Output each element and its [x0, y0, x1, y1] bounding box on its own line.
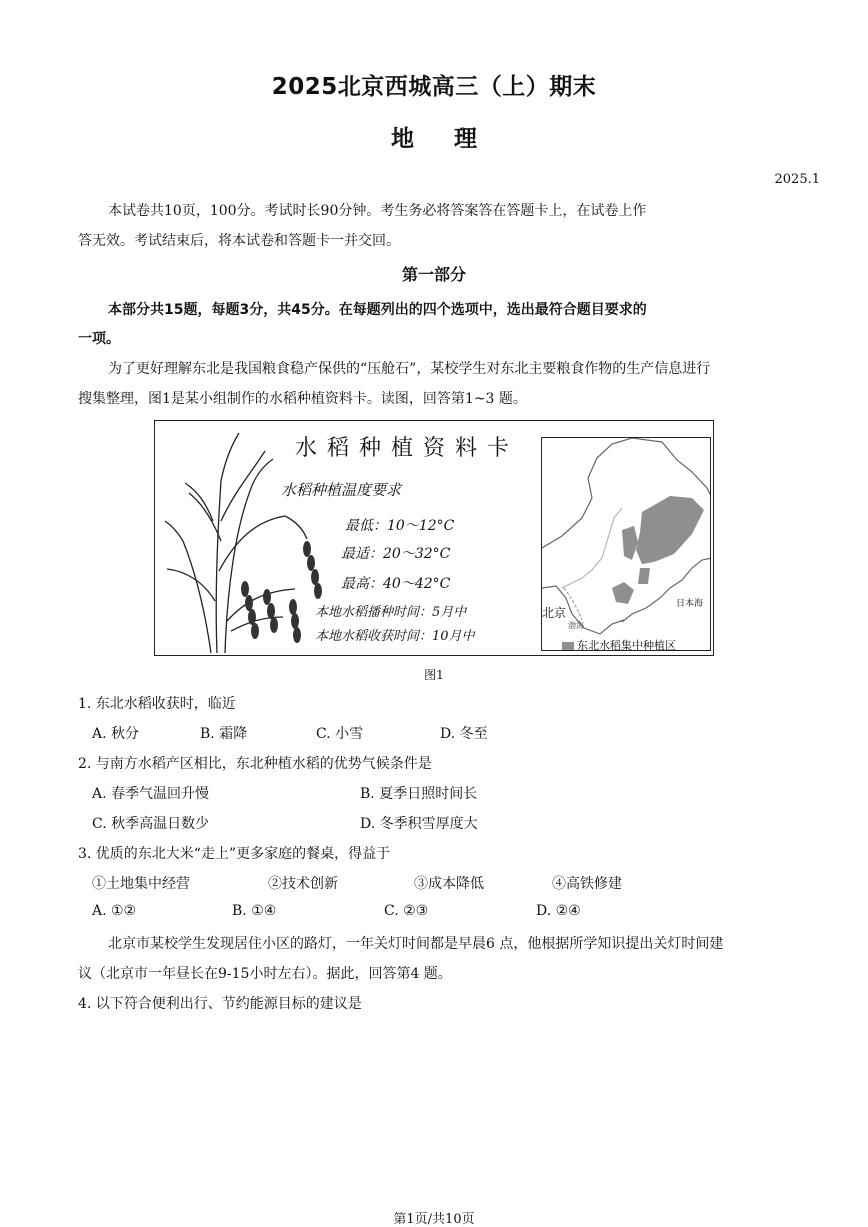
q2-option-b: B. 夏季日照时间长: [360, 786, 478, 802]
legend-label: 东北水稻集中种植区: [577, 639, 676, 651]
rice-zone-west: [622, 526, 638, 560]
figure1-caption: 图1: [424, 668, 444, 682]
q1-option-c: C. 小雪: [316, 726, 364, 742]
q3-option-c: C. ②③: [384, 903, 429, 919]
q2-option-a: A. 春季气温回升慢: [92, 786, 210, 802]
rice-zone-south2: [638, 568, 650, 584]
q3-option-d: D. ②④: [536, 903, 581, 919]
map-label-beijing: 北京: [542, 606, 567, 620]
q4-stem: 4. 以下符合便利出行、节约能源目标的建议是: [78, 996, 362, 1012]
temp-heading: 水稻种植温度要求: [281, 481, 402, 499]
max-temp: 最高：40～42°C: [341, 576, 451, 592]
q3-option-a: A. ①②: [92, 903, 137, 919]
q2-stem: 2. 与南方水稻产区相比，东北种植水稻的优势气候条件是: [78, 756, 432, 772]
q3-item-3: ③成本降低: [414, 876, 484, 892]
q2-option-d: D. 冬季积雪厚度大: [360, 816, 478, 832]
passage2-line2: 议（北京市一年昼长在9-15小时左右）。据此，回答第4 题。: [78, 966, 452, 982]
part1-intro-line1: 本部分共15题，每题3分，共45分。在每题列出的四个选项中，选出最符合题目要求的: [108, 302, 647, 318]
subject-title: 地理: [391, 126, 517, 152]
optimal-temp: 最适：20～32°C: [341, 546, 451, 562]
card-title: 水稻种植资料卡: [295, 436, 520, 461]
exam-date: 2025.1: [774, 172, 820, 187]
map-legend: [562, 637, 676, 651]
map-label-bohai: 渤海: [568, 621, 584, 630]
q1-option-a: A. 秋分: [92, 726, 140, 742]
q3-option-b: B. ①④: [232, 903, 277, 919]
figure1-rice-card: [154, 420, 714, 656]
q1-option-d: D. 冬至: [440, 726, 488, 742]
passage2-line1: 北京市某校学生发现居住小区的路灯，一年关灯时间都是早晨6 点，他根据所学知识提出关灯时间建: [108, 936, 724, 952]
page-footer: 第1页/共10页: [393, 1212, 475, 1227]
sowing-time: 本地水稻播种时间：5月中: [315, 605, 467, 620]
q1-stem: 1. 东北水稻收获时，临近: [78, 696, 236, 712]
q3-item-1: ①土地集中经营: [92, 876, 190, 892]
harvest-time: 本地水稻收获时间：10月中: [315, 629, 475, 644]
rice-zone-south: [612, 582, 634, 604]
part1-title: 第一部分: [401, 265, 466, 284]
instructions-line1: 本试卷共10页，100分。考试时长90分钟。考生务必将答案答在答题卡上，在试卷上作: [108, 203, 647, 219]
q1-option-b: B. 霜降: [200, 726, 248, 742]
exam-title: 2025北京西城高三（上）期末: [271, 74, 597, 100]
passage1-line2: 搜集整理，图1是某小组制作的水稻种植资料卡。读图，回答第1~3 题。: [78, 391, 527, 407]
q2-option-c: C. 秋季高温日数少: [92, 816, 210, 832]
rice-zone-main: [636, 496, 704, 564]
q3-item-2: ②技术创新: [268, 876, 338, 892]
map-label-sea-of-japan: 日本海: [676, 599, 704, 609]
legend-swatch: [562, 642, 574, 651]
q3-item-4: ④高铁修建: [552, 876, 622, 892]
part1-intro-line2: 一项。: [78, 331, 120, 347]
passage1-line1: 为了更好理解东北是我国粮食稳产保供的“压舱石”，某校学生对东北主要粮食作物的生产信息进行: [108, 361, 711, 377]
northeast-china-map: [541, 437, 711, 651]
min-temp: 最低：10～12°C: [345, 518, 455, 534]
q3-stem: 3. 优质的东北大米“走上”更多家庭的餐桌，得益于: [78, 846, 391, 862]
instructions-line2: 答无效。考试结束后，将本试卷和答题卡一并交回。: [78, 233, 400, 249]
